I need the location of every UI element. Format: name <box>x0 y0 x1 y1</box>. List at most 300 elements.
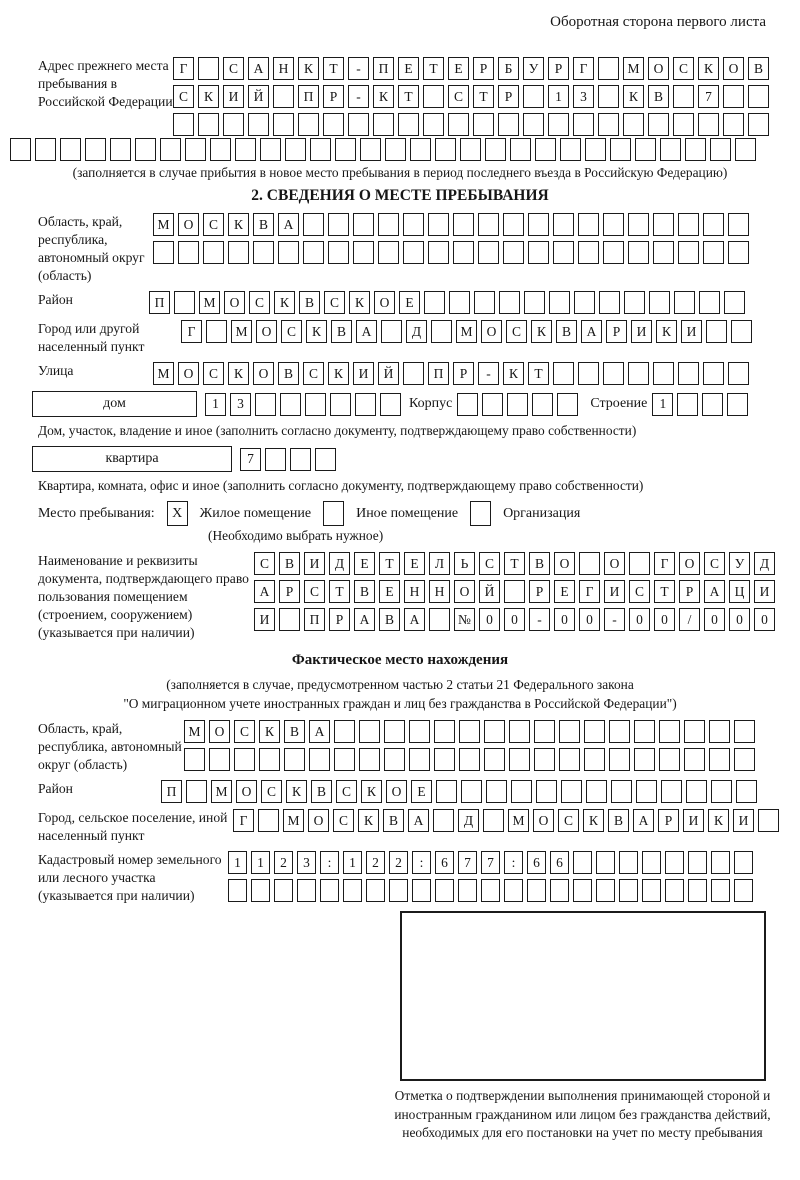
char-box[interactable] <box>629 552 650 575</box>
char-box[interactable] <box>723 113 744 136</box>
char-box[interactable]: В <box>331 320 352 343</box>
char-box[interactable]: Е <box>554 580 575 603</box>
char-box[interactable] <box>482 393 503 416</box>
char-box[interactable]: М <box>153 362 174 385</box>
char-box[interactable] <box>457 393 478 416</box>
char-box[interactable] <box>186 780 207 803</box>
char-box[interactable] <box>303 213 324 236</box>
char-box[interactable]: В <box>311 780 332 803</box>
char-box[interactable] <box>688 879 707 902</box>
char-box[interactable] <box>353 213 374 236</box>
char-box[interactable] <box>378 213 399 236</box>
char-box[interactable] <box>478 213 499 236</box>
char-box[interactable] <box>648 113 669 136</box>
char-box[interactable]: И <box>681 320 702 343</box>
char-box[interactable] <box>624 291 645 314</box>
char-box[interactable] <box>642 879 661 902</box>
char-box[interactable]: : <box>320 851 339 874</box>
char-box[interactable] <box>223 113 244 136</box>
char-box[interactable] <box>628 241 649 264</box>
char-box[interactable]: К <box>349 291 370 314</box>
char-box[interactable] <box>499 291 520 314</box>
char-box[interactable]: 0 <box>504 608 525 631</box>
char-box[interactable]: К <box>583 809 604 832</box>
char-box[interactable]: С <box>303 362 324 385</box>
char-box[interactable]: С <box>254 552 275 575</box>
char-box[interactable]: О <box>253 362 274 385</box>
char-box[interactable] <box>736 780 757 803</box>
char-box[interactable]: О <box>178 362 199 385</box>
char-box[interactable] <box>473 113 494 136</box>
char-box[interactable] <box>228 879 247 902</box>
char-box[interactable] <box>409 748 430 771</box>
char-box[interactable]: С <box>249 291 270 314</box>
char-box[interactable] <box>610 138 631 161</box>
char-box[interactable]: Н <box>404 580 425 603</box>
char-box[interactable]: Р <box>658 809 679 832</box>
char-box[interactable]: С <box>558 809 579 832</box>
char-box[interactable]: О <box>723 57 744 80</box>
char-box[interactable] <box>728 362 749 385</box>
char-box[interactable]: О <box>178 213 199 236</box>
char-box[interactable] <box>173 113 194 136</box>
char-box[interactable] <box>724 291 745 314</box>
char-box[interactable] <box>235 138 256 161</box>
char-box[interactable] <box>323 113 344 136</box>
char-box[interactable] <box>653 362 674 385</box>
char-box[interactable] <box>303 241 324 264</box>
char-box[interactable] <box>334 720 355 743</box>
char-box[interactable] <box>320 879 339 902</box>
char-box[interactable]: Т <box>323 57 344 80</box>
char-box[interactable]: В <box>648 85 669 108</box>
char-box[interactable] <box>198 57 219 80</box>
char-box[interactable]: Е <box>411 780 432 803</box>
char-box[interactable] <box>511 780 532 803</box>
char-box[interactable]: Д <box>329 552 350 575</box>
char-box[interactable] <box>628 213 649 236</box>
char-box[interactable] <box>727 393 748 416</box>
char-box[interactable]: Е <box>448 57 469 80</box>
char-box[interactable]: П <box>428 362 449 385</box>
char-box[interactable]: И <box>754 580 775 603</box>
char-box[interactable]: В <box>278 362 299 385</box>
char-box[interactable]: К <box>274 291 295 314</box>
char-box[interactable]: Н <box>273 57 294 80</box>
char-box[interactable] <box>731 320 752 343</box>
char-box[interactable] <box>609 720 630 743</box>
char-box[interactable] <box>559 720 580 743</box>
char-box[interactable]: В <box>556 320 577 343</box>
char-box[interactable]: М <box>199 291 220 314</box>
char-box[interactable] <box>674 291 695 314</box>
char-box[interactable] <box>310 138 331 161</box>
char-box[interactable] <box>653 213 674 236</box>
char-box[interactable]: С <box>223 57 244 80</box>
char-box[interactable]: Г <box>573 57 594 80</box>
char-box[interactable] <box>549 291 570 314</box>
char-box[interactable]: 1 <box>251 851 270 874</box>
char-box[interactable] <box>527 879 546 902</box>
char-box[interactable] <box>523 85 544 108</box>
char-box[interactable] <box>478 241 499 264</box>
char-box[interactable] <box>184 748 205 771</box>
char-box[interactable]: Л <box>429 552 450 575</box>
char-box[interactable] <box>758 809 779 832</box>
char-box[interactable]: С <box>203 362 224 385</box>
char-box[interactable] <box>381 320 402 343</box>
char-box[interactable]: Д <box>406 320 427 343</box>
char-box[interactable] <box>153 241 174 264</box>
char-box[interactable]: О <box>209 720 230 743</box>
char-box[interactable] <box>550 879 569 902</box>
char-box[interactable] <box>278 241 299 264</box>
char-box[interactable] <box>711 879 730 902</box>
char-box[interactable]: В <box>253 213 274 236</box>
char-box[interactable] <box>603 362 624 385</box>
char-box[interactable] <box>684 720 705 743</box>
char-box[interactable] <box>429 608 450 631</box>
char-box[interactable] <box>348 113 369 136</box>
char-box[interactable] <box>536 780 557 803</box>
char-box[interactable] <box>634 748 655 771</box>
char-box[interactable]: П <box>373 57 394 80</box>
char-box[interactable]: С <box>333 809 354 832</box>
char-box[interactable] <box>260 138 281 161</box>
char-box[interactable]: К <box>531 320 552 343</box>
char-box[interactable] <box>178 241 199 264</box>
char-box[interactable] <box>748 113 769 136</box>
char-box[interactable]: И <box>733 809 754 832</box>
char-box[interactable] <box>619 879 638 902</box>
char-box[interactable] <box>389 879 408 902</box>
char-box[interactable] <box>709 748 730 771</box>
char-box[interactable] <box>574 291 595 314</box>
char-box[interactable] <box>486 780 507 803</box>
char-box[interactable] <box>498 113 519 136</box>
char-box[interactable] <box>378 241 399 264</box>
char-box[interactable]: Р <box>279 580 300 603</box>
char-box[interactable] <box>448 113 469 136</box>
char-box[interactable]: О <box>604 552 625 575</box>
char-box[interactable] <box>596 879 615 902</box>
char-box[interactable] <box>423 113 444 136</box>
char-box[interactable] <box>35 138 56 161</box>
char-box[interactable]: С <box>324 291 345 314</box>
char-box[interactable]: Р <box>473 57 494 80</box>
char-box[interactable]: 0 <box>554 608 575 631</box>
char-box[interactable]: 2 <box>366 851 385 874</box>
char-box[interactable] <box>485 138 506 161</box>
char-box[interactable]: Т <box>528 362 549 385</box>
char-box[interactable]: Р <box>329 608 350 631</box>
char-box[interactable]: К <box>361 780 382 803</box>
char-box[interactable] <box>280 393 301 416</box>
char-box[interactable] <box>685 138 706 161</box>
char-box[interactable]: С <box>261 780 282 803</box>
char-box[interactable] <box>553 362 574 385</box>
char-box[interactable]: Г <box>579 580 600 603</box>
char-box[interactable]: В <box>279 552 300 575</box>
char-box[interactable] <box>412 879 431 902</box>
char-box[interactable] <box>702 393 723 416</box>
char-box[interactable] <box>728 241 749 264</box>
char-box[interactable]: - <box>348 85 369 108</box>
char-box[interactable] <box>259 748 280 771</box>
char-box[interactable] <box>509 748 530 771</box>
char-box[interactable]: 7 <box>458 851 477 874</box>
char-box[interactable]: Р <box>548 57 569 80</box>
char-box[interactable] <box>573 879 592 902</box>
char-box[interactable]: С <box>704 552 725 575</box>
char-box[interactable] <box>453 213 474 236</box>
char-box[interactable] <box>603 213 624 236</box>
char-box[interactable] <box>315 448 336 471</box>
char-box[interactable] <box>619 851 638 874</box>
char-box[interactable] <box>359 720 380 743</box>
char-box[interactable]: К <box>656 320 677 343</box>
char-box[interactable]: К <box>698 57 719 80</box>
char-box[interactable] <box>431 320 452 343</box>
char-box[interactable] <box>458 879 477 902</box>
char-box[interactable] <box>684 748 705 771</box>
char-box[interactable]: Р <box>529 580 550 603</box>
char-box[interactable]: Ц <box>729 580 750 603</box>
char-box[interactable]: 7 <box>481 851 500 874</box>
char-box[interactable]: Н <box>429 580 450 603</box>
char-box[interactable] <box>504 879 523 902</box>
char-box[interactable]: В <box>299 291 320 314</box>
char-box[interactable]: Е <box>404 552 425 575</box>
char-box[interactable] <box>710 138 731 161</box>
char-box[interactable] <box>579 552 600 575</box>
char-box[interactable] <box>290 448 311 471</box>
char-box[interactable] <box>596 851 615 874</box>
char-box[interactable] <box>174 291 195 314</box>
char-box[interactable] <box>578 241 599 264</box>
char-box[interactable] <box>297 879 316 902</box>
char-box[interactable]: П <box>304 608 325 631</box>
char-box[interactable]: И <box>604 580 625 603</box>
char-box[interactable] <box>353 241 374 264</box>
char-box[interactable]: Т <box>423 57 444 80</box>
char-box[interactable] <box>509 720 530 743</box>
char-box[interactable]: 0 <box>729 608 750 631</box>
char-box[interactable] <box>611 780 632 803</box>
char-box[interactable] <box>298 113 319 136</box>
char-box[interactable]: К <box>708 809 729 832</box>
char-box[interactable] <box>433 809 454 832</box>
char-box[interactable]: У <box>523 57 544 80</box>
char-box[interactable] <box>459 748 480 771</box>
char-box[interactable] <box>305 393 326 416</box>
char-box[interactable]: Т <box>504 552 525 575</box>
char-box[interactable]: С <box>448 85 469 108</box>
char-box[interactable]: : <box>412 851 431 874</box>
char-box[interactable]: К <box>623 85 644 108</box>
char-box[interactable] <box>598 113 619 136</box>
char-box[interactable]: С <box>304 580 325 603</box>
char-box[interactable] <box>636 780 657 803</box>
char-box[interactable]: - <box>604 608 625 631</box>
char-box[interactable] <box>573 113 594 136</box>
char-box[interactable] <box>534 720 555 743</box>
char-box[interactable] <box>206 320 227 343</box>
char-box[interactable] <box>711 851 730 874</box>
char-box[interactable]: Т <box>473 85 494 108</box>
char-box[interactable]: М <box>283 809 304 832</box>
char-box[interactable]: С <box>479 552 500 575</box>
char-box[interactable] <box>423 85 444 108</box>
char-box[interactable] <box>706 320 727 343</box>
char-box[interactable]: А <box>356 320 377 343</box>
char-box[interactable] <box>403 362 424 385</box>
char-box[interactable]: М <box>508 809 529 832</box>
char-box[interactable]: № <box>454 608 475 631</box>
char-box[interactable] <box>635 138 656 161</box>
char-box[interactable]: 3 <box>230 393 251 416</box>
char-box[interactable]: М <box>623 57 644 80</box>
checkbox-residential[interactable]: X <box>167 501 188 526</box>
char-box[interactable]: И <box>304 552 325 575</box>
char-box[interactable] <box>384 748 405 771</box>
char-box[interactable] <box>735 138 756 161</box>
char-box[interactable] <box>678 213 699 236</box>
char-box[interactable]: - <box>529 608 550 631</box>
char-box[interactable]: И <box>254 608 275 631</box>
char-box[interactable] <box>360 138 381 161</box>
char-box[interactable]: А <box>309 720 330 743</box>
char-box[interactable] <box>628 362 649 385</box>
char-box[interactable] <box>642 851 661 874</box>
char-box[interactable]: К <box>228 213 249 236</box>
char-box[interactable] <box>330 393 351 416</box>
char-box[interactable]: А <box>254 580 275 603</box>
char-box[interactable] <box>659 748 680 771</box>
char-box[interactable] <box>561 780 582 803</box>
char-box[interactable] <box>503 241 524 264</box>
char-box[interactable] <box>634 720 655 743</box>
char-box[interactable]: Р <box>606 320 627 343</box>
char-box[interactable] <box>557 393 578 416</box>
char-box[interactable] <box>535 138 556 161</box>
char-box[interactable]: С <box>673 57 694 80</box>
char-box[interactable]: А <box>581 320 602 343</box>
char-box[interactable]: 1 <box>205 393 226 416</box>
char-box[interactable] <box>665 851 684 874</box>
char-box[interactable] <box>484 748 505 771</box>
char-box[interactable]: И <box>683 809 704 832</box>
char-box[interactable] <box>723 85 744 108</box>
char-box[interactable]: А <box>408 809 429 832</box>
char-box[interactable] <box>699 291 720 314</box>
char-box[interactable]: О <box>374 291 395 314</box>
char-box[interactable] <box>586 780 607 803</box>
char-box[interactable] <box>677 393 698 416</box>
char-box[interactable]: О <box>224 291 245 314</box>
char-box[interactable]: Е <box>354 552 375 575</box>
char-box[interactable] <box>251 879 270 902</box>
char-box[interactable] <box>373 113 394 136</box>
char-box[interactable]: Ь <box>454 552 475 575</box>
char-box[interactable] <box>661 780 682 803</box>
char-box[interactable]: 6 <box>435 851 454 874</box>
char-box[interactable]: 1 <box>548 85 569 108</box>
char-box[interactable] <box>698 113 719 136</box>
char-box[interactable]: В <box>354 580 375 603</box>
char-box[interactable] <box>578 362 599 385</box>
char-box[interactable] <box>85 138 106 161</box>
char-box[interactable] <box>703 213 724 236</box>
char-box[interactable] <box>673 113 694 136</box>
char-box[interactable]: О <box>236 780 257 803</box>
char-box[interactable]: М <box>184 720 205 743</box>
char-box[interactable]: Т <box>654 580 675 603</box>
char-box[interactable] <box>703 241 724 264</box>
char-box[interactable] <box>403 213 424 236</box>
char-box[interactable]: О <box>308 809 329 832</box>
char-box[interactable]: С <box>336 780 357 803</box>
char-box[interactable] <box>253 241 274 264</box>
char-box[interactable] <box>481 879 500 902</box>
char-box[interactable]: О <box>256 320 277 343</box>
char-box[interactable] <box>210 138 231 161</box>
char-box[interactable] <box>528 241 549 264</box>
char-box[interactable]: Г <box>654 552 675 575</box>
char-box[interactable]: Г <box>233 809 254 832</box>
char-box[interactable]: Т <box>398 85 419 108</box>
char-box[interactable]: 0 <box>629 608 650 631</box>
char-box[interactable] <box>653 241 674 264</box>
checkbox-organization[interactable] <box>470 501 491 526</box>
char-box[interactable] <box>688 851 707 874</box>
char-box[interactable]: С <box>234 720 255 743</box>
char-box[interactable] <box>734 851 753 874</box>
char-box[interactable]: Й <box>479 580 500 603</box>
char-box[interactable] <box>449 291 470 314</box>
char-box[interactable]: Р <box>498 85 519 108</box>
char-box[interactable]: 3 <box>573 85 594 108</box>
char-box[interactable] <box>10 138 31 161</box>
char-box[interactable]: А <box>278 213 299 236</box>
char-box[interactable] <box>258 809 279 832</box>
char-box[interactable] <box>532 393 553 416</box>
char-box[interactable]: П <box>149 291 170 314</box>
char-box[interactable]: А <box>704 580 725 603</box>
char-box[interactable]: Г <box>173 57 194 80</box>
char-box[interactable]: М <box>211 780 232 803</box>
char-box[interactable] <box>273 113 294 136</box>
char-box[interactable] <box>60 138 81 161</box>
char-box[interactable] <box>507 393 528 416</box>
char-box[interactable]: К <box>328 362 349 385</box>
char-box[interactable] <box>734 879 753 902</box>
char-box[interactable]: М <box>153 213 174 236</box>
char-box[interactable] <box>461 780 482 803</box>
char-box[interactable] <box>678 241 699 264</box>
char-box[interactable]: В <box>379 608 400 631</box>
char-box[interactable] <box>366 879 385 902</box>
char-box[interactable] <box>598 85 619 108</box>
char-box[interactable] <box>385 138 406 161</box>
char-box[interactable] <box>734 720 755 743</box>
char-box[interactable] <box>398 113 419 136</box>
char-box[interactable]: К <box>306 320 327 343</box>
char-box[interactable]: 1 <box>343 851 362 874</box>
char-box[interactable]: А <box>404 608 425 631</box>
char-box[interactable]: Д <box>458 809 479 832</box>
char-box[interactable] <box>560 138 581 161</box>
